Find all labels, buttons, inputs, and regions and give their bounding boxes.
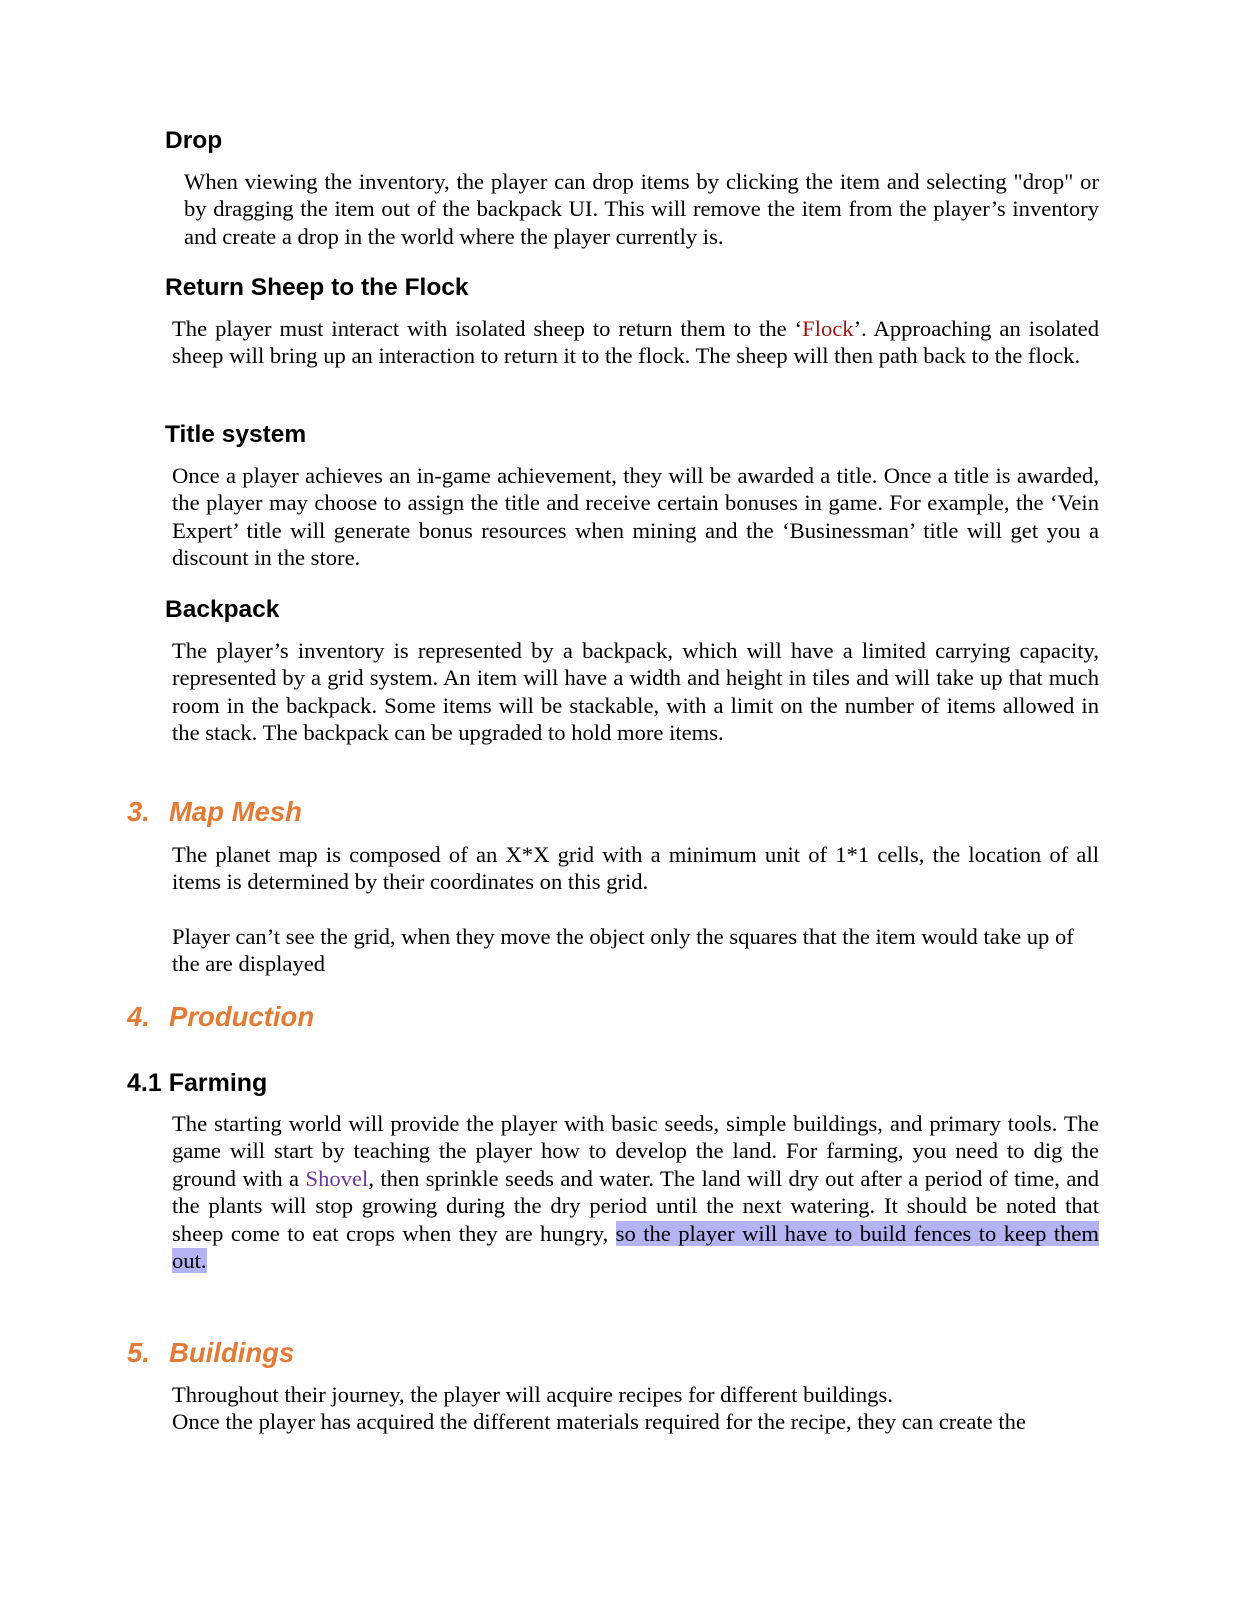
paragraph-farming — [172, 1110, 1099, 1274]
return-sheep-text-pre: The player must interact with isolated sheep to return them to the ‘ — [172, 316, 803, 341]
farming-text-mid: , then sprinkle seeds and water. The land will dry out after a period of time, and the plants will stop growing during the dry period until the next watering. It should be noted that sheep come to eat crops when they are hungry, — [172, 1165, 1100, 1246]
paragraph-title-system: Once a player achieves an in-game achievement, they will be awarded a title. Once a title is awarded, the player may choose to assign the title and receive certain bonuses in game. For example, the ‘Vein Expert’ title will generate bonus resources when mining and the ‘Businessman’ title will get you a discount in the store. — [172, 463, 1099, 571]
highlighted-text: so the player will have to build fences to keep them out. — [172, 1220, 1099, 1274]
return-sheep-text-post: ’. Approaching an isolated sheep will bring up an interaction to return it to the flock. The sheep will then path back to the flock. — [172, 316, 1099, 369]
heading-title-system: Title system — [165, 421, 307, 448]
paragraph-map-mesh-1: The planet map is composed of an X*X grid with a minimum unit of 1*1 cells, the location of all items is determined by their coordinates on this grid. — [172, 842, 1099, 895]
section-title-production: Production — [169, 1001, 315, 1032]
section-number-4: 4. — [127, 1001, 150, 1032]
section-number-5: 5. — [127, 1337, 150, 1368]
farming-text-pre: The starting world will provide the player with basic seeds, simple buildings, and primary tools. The game will start by teaching the player how to develop the land. For farming, you need to dig the ground with a — [172, 1111, 1099, 1191]
heading-return-sheep: Return Sheep to the Flock — [165, 274, 469, 301]
paragraph-backpack: The player’s inventory is represented by a backpack, which will have a limited carrying capacity, represented by a grid system. An item will have a width and height in tiles and will take up that much room in the backpack. Some items will be stackable, with a limit on the number of items allowed in the stack. The backpack can be upgraded to hold more items. — [172, 638, 1099, 746]
paragraph-buildings-2: Once the player has acquired the different materials required for the recipe, they can create the — [172, 1409, 1026, 1434]
section-title-buildings: Buildings — [169, 1337, 295, 1368]
section-title-map-mesh: Map Mesh — [169, 796, 302, 827]
section-number-3: 3. — [127, 796, 150, 827]
heading-backpack: Backpack — [165, 596, 280, 623]
heading-farming: 4.1 Farming — [127, 1069, 268, 1097]
paragraph-buildings-1: Throughout their journey, the player will acquire recipes for different buildings. — [172, 1382, 893, 1407]
heading-production — [127, 1000, 314, 1034]
heading-drop: Drop — [165, 127, 223, 154]
paragraph-return-sheep — [172, 315, 1099, 370]
paragraph-drop: When viewing the inventory, the player can drop items by clicking the item and selecting "drop" or by dragging the item out of the backpack UI. This will remove the item from the player’s inventory and create a drop in the world where the player currently is. — [184, 169, 1099, 249]
paragraph-map-mesh-2: Player can’t see the grid, when they move the object only the squares that the item would take up of the are displayed — [172, 924, 1074, 977]
heading-map-mesh — [127, 795, 302, 829]
keyword-flock: Flock — [802, 316, 854, 341]
heading-buildings — [127, 1336, 294, 1370]
keyword-shovel: Shovel — [305, 1165, 369, 1191]
